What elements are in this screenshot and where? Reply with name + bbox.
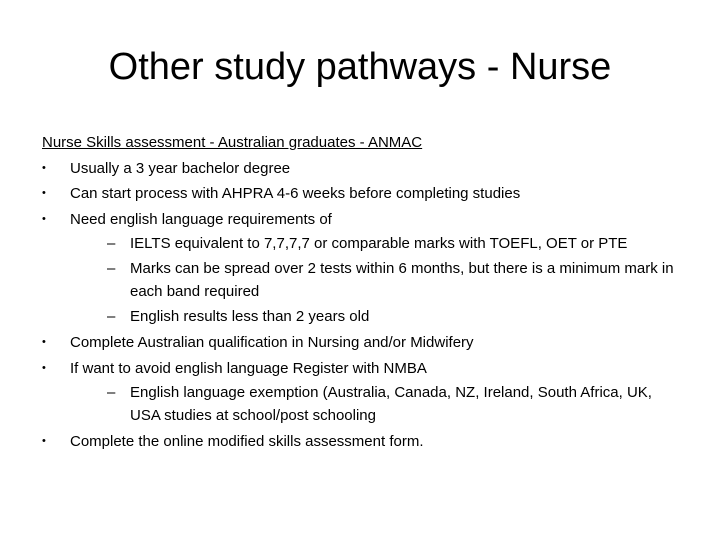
sub-list-item-text: IELTS equivalent to 7,7,7,7 or comparable marks with TOEFL, OET or PTE bbox=[130, 235, 628, 252]
list-item bbox=[42, 207, 682, 329]
bullet-icon: • bbox=[42, 435, 46, 447]
sub-list-item bbox=[70, 381, 682, 427]
list-item bbox=[42, 356, 682, 428]
list-item-text: Complete Australian qualification in Nursing and/or Midwifery bbox=[70, 334, 474, 351]
list-item-text: Usually a 3 year bachelor degree bbox=[70, 159, 291, 177]
bullet-list bbox=[42, 156, 682, 455]
list-item bbox=[42, 429, 682, 455]
slide-body bbox=[42, 130, 682, 455]
bullet-icon: • bbox=[42, 187, 46, 199]
bullet-icon: • bbox=[42, 161, 46, 174]
sub-list-item-text: English results less than 2 years old bbox=[130, 308, 370, 325]
slide-title: Other study pathways - Nurse bbox=[108, 46, 612, 88]
sub-list-item bbox=[70, 257, 682, 303]
dash-icon: – bbox=[107, 384, 116, 401]
list-item bbox=[42, 330, 682, 356]
sub-list-item-text: English language exemption (Australia, Canada, NZ, Ireland, South Africa, UK, USA studies at school/post schooling bbox=[130, 384, 652, 424]
list-item-text: If want to avoid english language Register with NMBA bbox=[70, 359, 427, 377]
bullet-icon: • bbox=[42, 212, 46, 225]
list-item bbox=[42, 156, 682, 182]
sub-list bbox=[70, 381, 682, 427]
bullet-icon: • bbox=[42, 336, 46, 348]
sub-list-item bbox=[70, 232, 682, 255]
dash-icon: – bbox=[107, 260, 116, 277]
dash-icon: – bbox=[107, 235, 116, 252]
section-heading: Nurse Skills assessment - Australian graduates - ANMAC bbox=[42, 134, 423, 151]
sub-list-item bbox=[70, 305, 682, 328]
list-item-text: Can start process with AHPRA 4-6 weeks before completing studies bbox=[70, 185, 521, 202]
list-item-text: Complete the online modified skills assessment form. bbox=[70, 433, 424, 450]
bullet-icon: • bbox=[42, 361, 46, 374]
sub-list-item-text: Marks can be spread over 2 tests within 6 months, but there is a minimum mark in each band required bbox=[130, 260, 674, 300]
list-item-text: Need english language requirements of bbox=[70, 210, 332, 228]
sub-list bbox=[70, 232, 682, 328]
dash-icon: – bbox=[107, 308, 116, 325]
list-item bbox=[42, 181, 682, 207]
